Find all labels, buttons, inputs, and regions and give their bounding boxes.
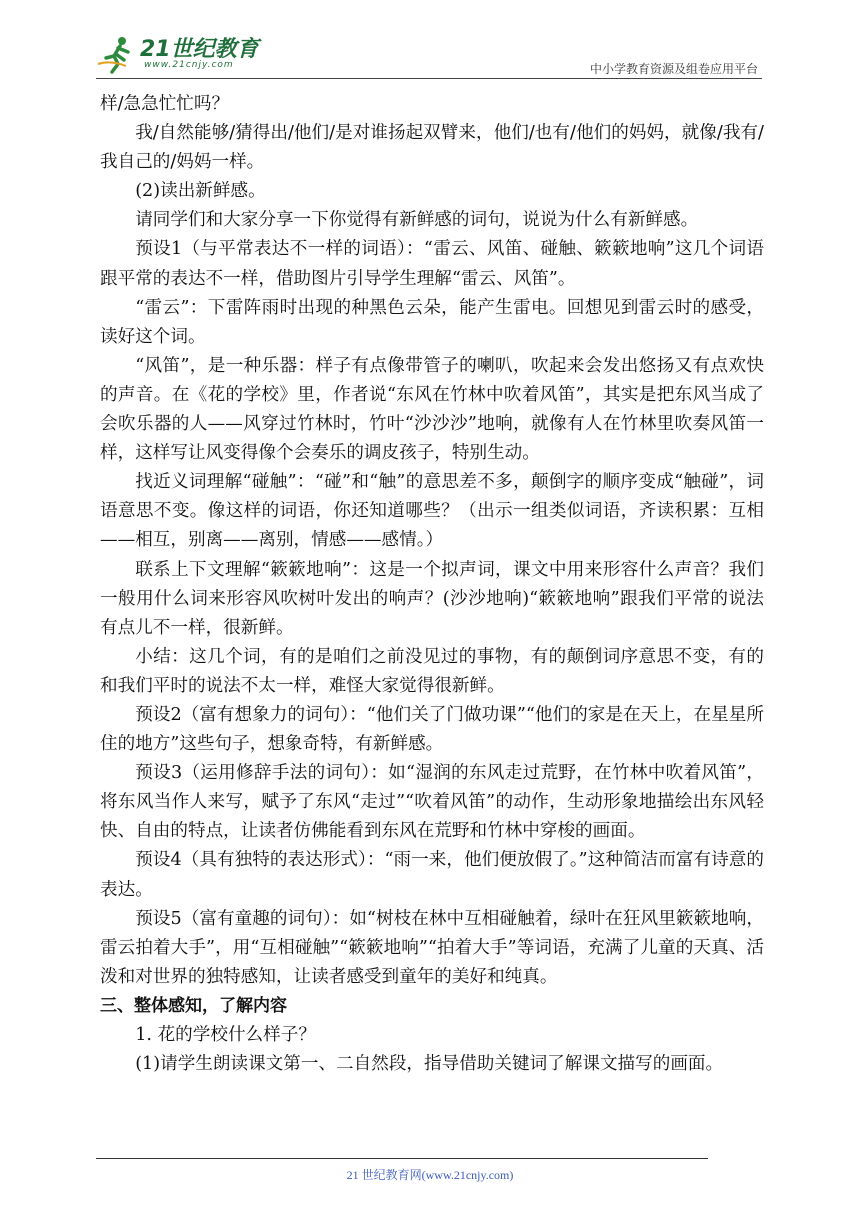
paragraph: 我/自然能够/猜得出/他们/是对谁扬起双臂来，他们/也有/他们的妈妈，就像/我有/我自己的/妈妈一样。 xyxy=(100,123,764,173)
document-body xyxy=(100,90,764,1079)
page-footer: 21 世纪教育网(www.21cnjy.com) xyxy=(346,1168,514,1182)
paragraph: 预设2（富有想象力的词句）：“他们关了门做功课”“他们的家是在天上，在星星所住的地方”这些句子，想象奇特，有新鲜感。 xyxy=(100,704,764,755)
footer-divider xyxy=(96,1158,708,1159)
paragraph: 样/急急忙忙吗？ xyxy=(100,94,230,114)
paragraph: “风笛”，是一种乐器：样子有点像带管子的喇叭，吹起来会发出悠扬又有点欢快的声音。在《花的学校》里，作者说“东风在竹林中吹着风笛”，其实是把东风当成了会吹乐器的人——风穿过竹林时，竹叶“沙沙沙”地响，就像有人在竹林里吹奏风笛一样，这样写让风变得像个会奏乐的调皮孩子，特别生动。 xyxy=(100,355,764,464)
paragraph: “雷云”：下雷阵雨时出现的种黑色云朵，能产生雷电。回想见到雷云时的感受，读好这个词。 xyxy=(100,297,764,347)
paragraph: 1. 花的学校什么样子？ xyxy=(135,1025,316,1045)
paragraph: 小结：这几个词，有的是咱们之前没见过的事物，有的颠倒词序意思不变，有的和我们平时的说法不太一样，难怪大家觉得很新鲜。 xyxy=(100,646,764,696)
paragraph: 预设1（与平常表达不一样的词语）：“雷云、风笛、碰触、簌簌地响”这几个词语跟平常的表达不一样，借助图片引导学生理解“雷云、风笛”。 xyxy=(100,239,764,289)
logo-url: www.21cnjy.com xyxy=(144,60,234,70)
paragraph: 找近义词理解“碰触”：“碰”和“触”的意思差不多，颠倒字的顺序变成“触碰”，词语意思不变。像这样的词语，你还知道哪些？（出示一组类似词语，齐读积累：互相——相互，别离——离别，情感——感情。） xyxy=(100,472,764,551)
header-divider xyxy=(96,78,762,79)
paragraph: 联系上下文理解“簌簌地响”：这是一个拟声词，课文中用来形容什么声音？我们一般用什么词来形容风吹树叶发出的响声？(沙沙地响)“簌簌地响”跟我们平常的说法有点儿不一样，很新鲜。 xyxy=(100,559,764,638)
section-heading: 三、整体感知，了解内容 xyxy=(100,995,287,1016)
paragraph: 预设5（富有童趣的词句）：如“树枝在林中互相碰触着，绿叶在狂风里簌簌地响，雷云拍着大手”，用“互相碰触”“簌簌地响”“拍着大手”等词语，充满了儿童的天真、活泼和对世界的独特感知，让读者感受到童年的美好和纯真。 xyxy=(100,908,764,987)
site-logo xyxy=(96,32,266,78)
paragraph: (2)读出新鲜感。 xyxy=(135,181,266,202)
paragraph: (1)请学生朗读课文第一、二自然段，指导借助关键词了解课文描写的画面。 xyxy=(135,1054,724,1075)
paragraph: 预设3（运用修辞手法的词句）：如“湿润的东风走过荒野，在竹林中吹着风笛”，将东风当作人来写，赋予了东风“走过”“吹着风笛”的动作，生动形象地描绘出东风轻快、自由的特点，让读者仿佛能看到东风在荒野和竹林中穿梭的画面。 xyxy=(100,763,764,842)
runner-logo-icon xyxy=(96,34,136,74)
logo-text: 21世纪教育 xyxy=(140,37,259,62)
page-header xyxy=(0,0,860,82)
paragraph: 请同学们和大家分享一下你觉得有新鲜感的词句，说说为什么有新鲜感。 xyxy=(135,210,699,231)
header-tagline: 中小学教育资源及组卷应用平台 xyxy=(589,62,758,76)
paragraph: 预设4（具有独特的表达形式）：“雨一来，他们便放假了。”这种简洁而富有诗意的表达。 xyxy=(100,850,764,900)
